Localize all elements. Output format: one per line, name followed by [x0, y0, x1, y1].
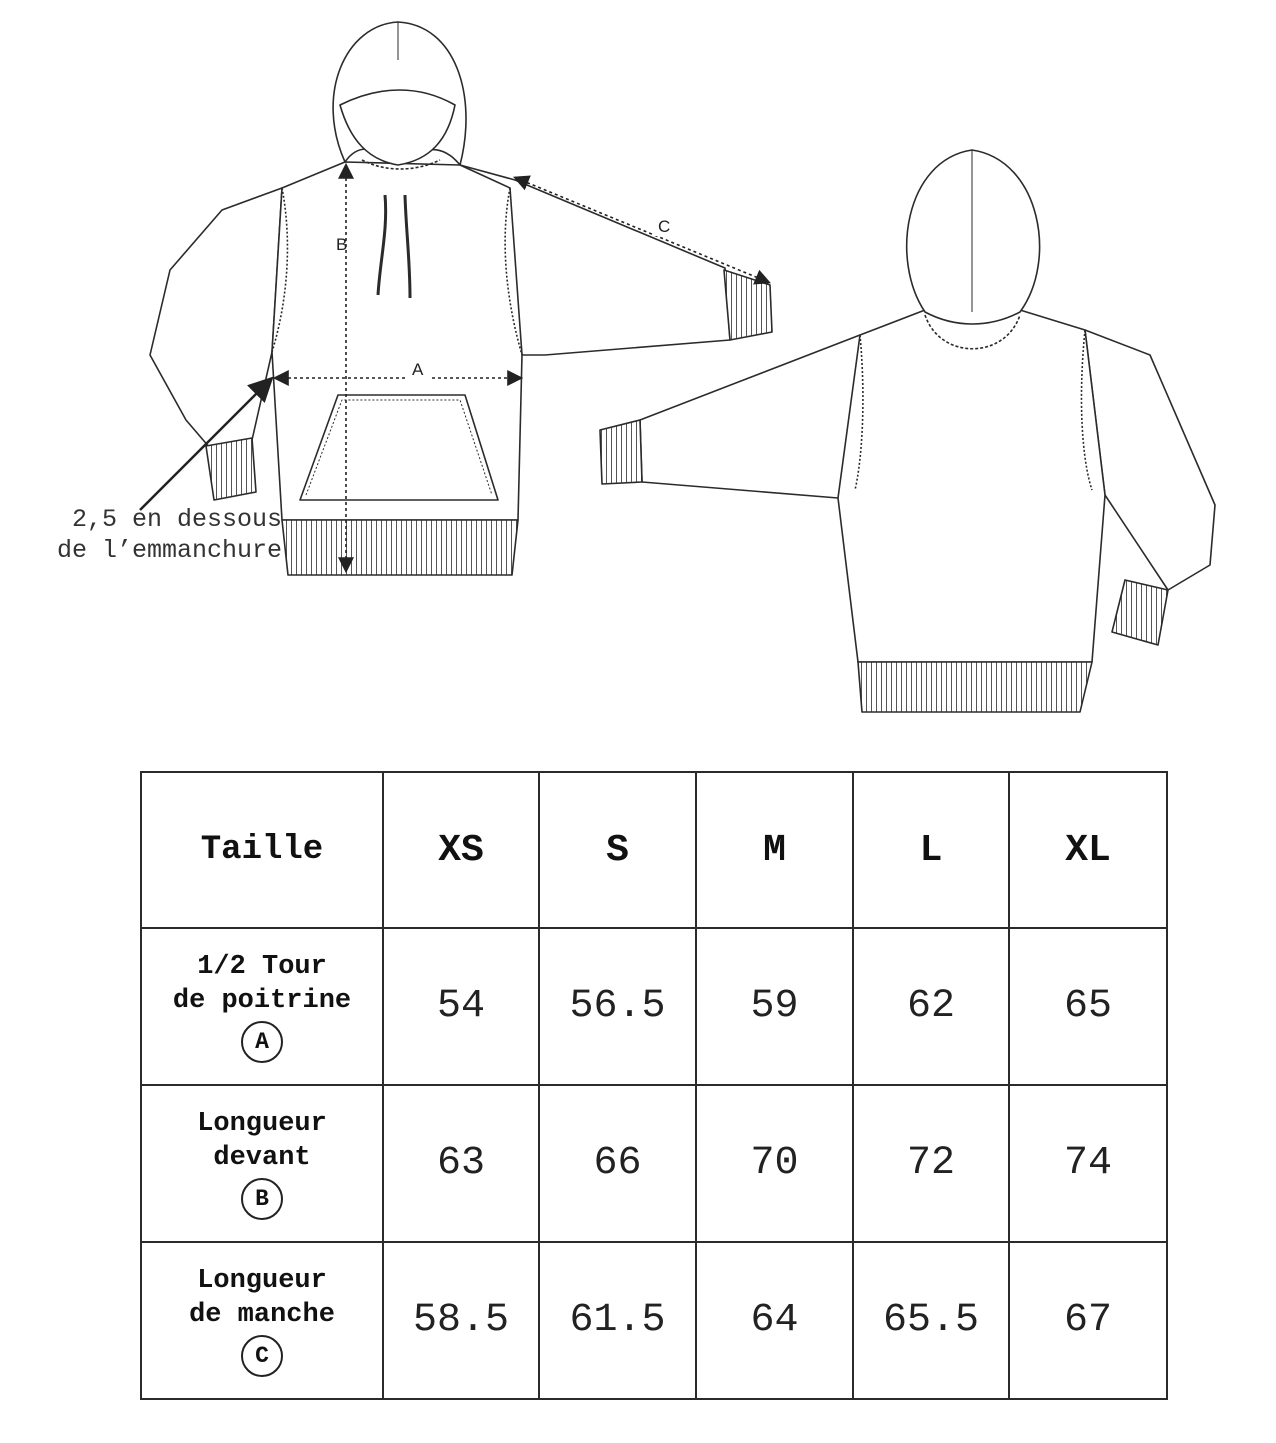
- front-view-hoodie: [150, 22, 772, 575]
- row-label-sleeve-length: Longueur de manche C: [141, 1242, 383, 1399]
- cell-front-length-s: 66: [539, 1085, 696, 1242]
- cell-front-length-xl: 74: [1009, 1085, 1167, 1242]
- table-row-sleeve-length: [141, 1242, 1167, 1399]
- table-row-front-length: [141, 1085, 1167, 1242]
- cell-sleeve-length-s: 61.5: [539, 1242, 696, 1399]
- row-label-front-length: Longueur devant B: [141, 1085, 383, 1242]
- cell-sleeve-length-m: 64: [696, 1242, 853, 1399]
- label-b: B: [336, 235, 348, 254]
- cell-chest-xs: 54: [383, 928, 539, 1085]
- front-left-sleeve: [150, 188, 282, 448]
- back-view-hoodie: [600, 150, 1215, 712]
- cell-front-length-m: 70: [696, 1085, 853, 1242]
- label-a: A: [412, 360, 424, 379]
- back-body: [838, 310, 1105, 662]
- cell-front-length-l: 72: [853, 1085, 1009, 1242]
- size-m: M: [696, 772, 853, 928]
- cell-chest-l: 62: [853, 928, 1009, 1085]
- marker-c-circle: C: [241, 1335, 283, 1377]
- front-right-cuff: [724, 270, 772, 340]
- back-hood: [907, 150, 1040, 324]
- back-left-cuff: [600, 420, 642, 484]
- row-label-chest: 1/2 Tour de poitrine A: [141, 928, 383, 1085]
- armhole-annotation: [22, 504, 282, 566]
- front-left-cuff: [206, 438, 256, 500]
- size-l: L: [853, 772, 1009, 928]
- cell-sleeve-length-l: 65.5: [853, 1242, 1009, 1399]
- front-waistband: [282, 520, 518, 575]
- marker-b-circle: B: [241, 1178, 283, 1220]
- marker-a-circle: A: [241, 1021, 283, 1063]
- size-header-row: [141, 772, 1167, 928]
- cell-chest-m: 59: [696, 928, 853, 1085]
- size-xl: XL: [1009, 772, 1167, 928]
- back-left-sleeve: [640, 335, 860, 498]
- size-xs: XS: [383, 772, 539, 928]
- back-right-cuff: [1112, 580, 1168, 645]
- label-c: C: [658, 217, 671, 236]
- annotation-line-2: de l’emmanchure: [56, 536, 282, 565]
- cell-sleeve-length-xl: 67: [1009, 1242, 1167, 1399]
- cell-chest-s: 56.5: [539, 928, 696, 1085]
- annotation-line-1: 2,5 en dessous: [71, 505, 282, 534]
- size-chart-table: [140, 771, 1168, 1400]
- cell-sleeve-length-xs: 58.5: [383, 1242, 539, 1399]
- cell-chest-xl: 65: [1009, 928, 1167, 1085]
- back-right-sleeve: [1085, 330, 1215, 590]
- size-header-label: Taille: [141, 772, 383, 928]
- table-row-chest: [141, 928, 1167, 1085]
- back-waistband: [858, 662, 1092, 712]
- cell-front-length-xs: 63: [383, 1085, 539, 1242]
- size-s: S: [539, 772, 696, 928]
